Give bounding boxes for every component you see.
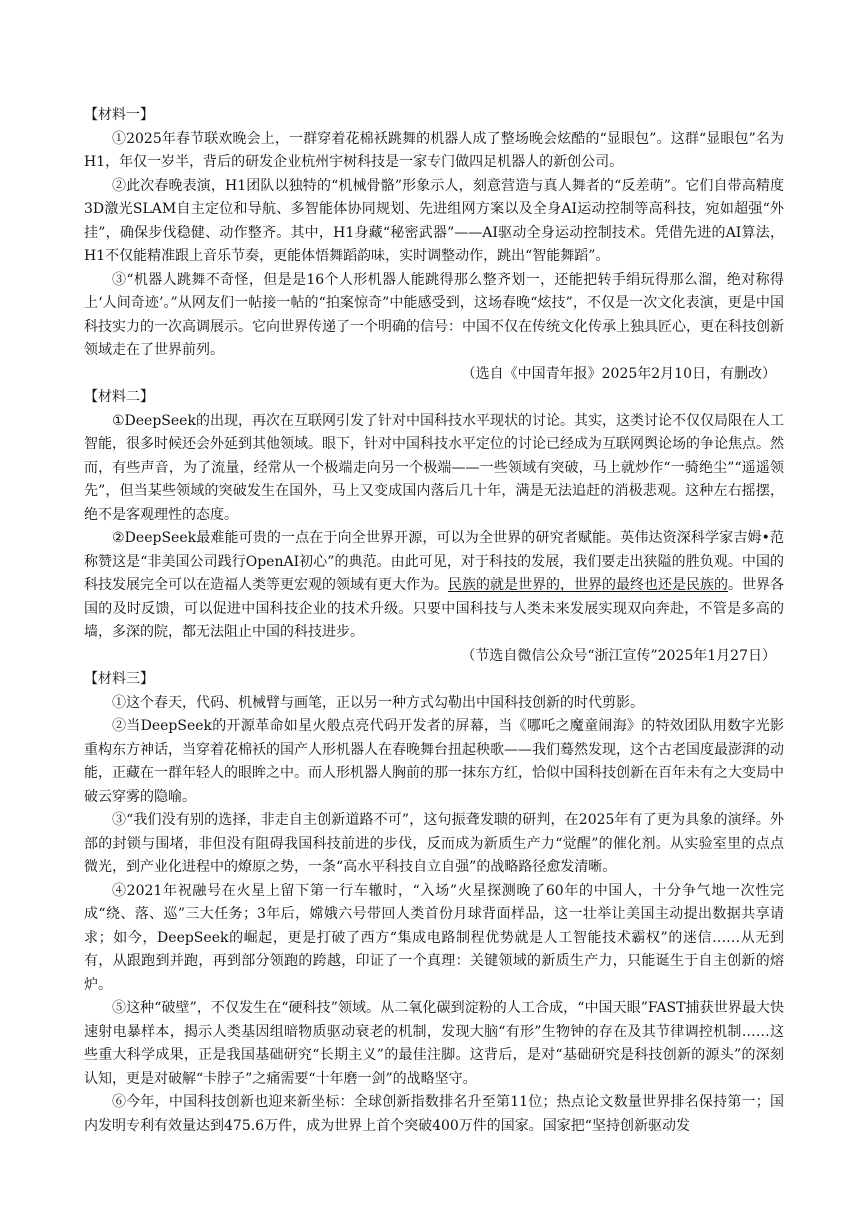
material-2-heading: 【材料二】 <box>84 389 154 405</box>
material-3-paragraph-6: ⑥今年，中国科技创新也迎来新坐标：全球创新指数排名升至第11位；热点论文数量世界排名保持第一；国内发明专利有效量达到475.6万件，成为世界上首个突破400万件的国家。国家把“坚持创新驱动发 <box>84 1094 784 1134</box>
material-3-paragraph-2: ②当DeepSeek的开源革命如星火般点亮代码开发者的屏幕，当《哪吒之魔童闹海》的特效团队用数字光影重构东方神话，当穿着花棉袄的国产人形机器人在春晚舞台扭起秧歌——我们蓦然发现，这个古老国度最澎湃的动能，正藏在一群年轻人的眼眸之中。而人形机器人胸前的那一抹东方红，恰似中国科技创新在百年未有之大变局中破云穿雾的隐喻。 <box>84 718 784 805</box>
material-2-source: （节选自微信公众号“浙江宣传”2025年1月27日） <box>461 647 776 664</box>
material-2-paragraph-2-text: ②DeepSeek最难能可贵的一点在于向全世界开源，可以为全世界的研究者赋能。英伟达资深科学家吉姆•范称赞这是“非美国公司践行OpenAI初心”的典范。由此可见，对于科技的发展，我们要走出狭隘的胜负观。中国的科技发展完全可以在造福人类等更宏观的领域有更大作为。 <box>84 530 784 593</box>
material-1-heading: 【材料一】 <box>84 107 154 123</box>
material-1-source: （选自《中国青年报》2025年2月10日，有删改） <box>461 365 776 382</box>
material-3-paragraph-3: ③“我们没有别的选择，非走自主创新道路不可”，这句振聋发聩的研判，在2025年有了更为具象的演绎。外部的封锁与围堵，非但没有阻碍我国科技前进的步伐，反而成为新质生产力“觉醒”的催化剂。从实验室里的点点微光，到产业化进程中的燎原之势，一条“高水平科技自立自强”的战略路径愈发清晰。 <box>84 812 784 875</box>
material-2-paragraph-2 <box>84 527 784 645</box>
material-1-paragraph-2: ②此次春晚表演，H1团队以独特的“机械骨骼”形象示人，刻意营造与真人舞者的“反差萌”。它们自带高精度3D激光SLAM自主定位和导航、多智能体协同规划、先进组网方案以及全身AI运动控制等高科技，宛如超强“外挂”，确保步伐稳健、动作整齐。其中，H1身藏“秘密武器”——AI驱动全身运动控制技术。凭借先进的AI算法，H1不仅能精准跟上音乐节奏，更能体悟舞蹈韵味，实时调整动作，跳出“智能舞蹈”。 <box>84 177 784 264</box>
underlined-sentence: 民族的就是世界的，世界的最终也还是民族的 <box>448 577 728 593</box>
material-3-heading: 【材料三】 <box>84 671 154 687</box>
material-1-paragraph-3: ③“机器人跳舞不奇怪，但是是16个人形机器人能跳得那么整齐划一，还能把转手绢玩得那么溜，绝对称得上‘人间奇迹’。”从网友们一帖接一帖的“拍案惊奇”中能感受到，这场春晚“炫技”，不仅是一次文化表演，更是中国科技实力的一次高调展示。它向世界传递了一个明确的信号：中国不仅在传统文化传承上独具匠心，更在科技创新领域走在了世界前列。 <box>84 271 784 358</box>
material-2-paragraph-2-rest: 。世界各国的及时反馈，可以促进中国科技企业的技术升级。只要中国科技与人类未来发展实现双向奔赴，不管是多高的墙，多深的院，都无法阻止中国的科技进步。 <box>84 577 784 640</box>
material-3-paragraph-1: ①这个春天，代码、机械臂与画笔，正以另一种方式勾勒出中国科技创新的时代剪影。 <box>112 694 644 711</box>
material-3-paragraph-4: ④2021年祝融号在火星上留下第一行车辙时，“入场”火星探测晚了60年的中国人，十分争气地一次性完成“绕、落、巡”三大任务；3年后，嫦娥六号带回人类首份月球背面样品，这一壮举让美国主动提出数据共享请求；如今，DeepSeek的崛起，更是打破了西方“集成电路制程优势就是人工智能技术霸权”的迷信……从无到有，从跟跑到并跑，再到部分领跑的跨越，印证了一个真理：关键领域的新质生产力，只能诞生于自主创新的熔炉。 <box>84 882 784 993</box>
material-2-paragraph-1: ①DeepSeek的出现，再次在互联网引发了针对中国科技水平现状的讨论。其实，这类讨论不仅仅局限在人工智能，很多时候还会外延到其他领域。眼下，针对中国科技水平定位的讨论已经成为互联网舆论场的争论焦点。然而，有些声音，为了流量，经常从一个极端走向另一个极端——一些领域有突破，马上就炒作“一骑绝尘”“遥遥领先”，但当某些领域的突破发生在国外，马上又变成国内落后几十年，满是无法追赶的消极悲观。这种左右摇摆，绝不是客观理性的态度。 <box>84 412 784 523</box>
material-1-paragraph-1: ①2025年春节联欢晚会上，一群穿着花棉袄跳舞的机器人成了整场晚会炫酷的“显眼包”。这群“显眼包”名为H1，年仅一岁半，背后的研发企业杭州宇树科技是一家专门做四足机器人的新创公司。 <box>84 130 784 170</box>
document-body <box>84 104 784 1138</box>
material-3-paragraph-5: ⑤这种“破壁”，不仅发生在“硬科技”领域。从二氧化碳到淀粉的人工合成，“中国天眼”FAST捕获世界最大快速射电暴样本，揭示人类基因组暗物质驱动衰老的机制，发现大脑“有形”生物钟的存在及其节律调控机制……这些重大科学成果，正是我国基础研究“长期主义”的最佳注脚。这背后，是对“基础研究是科技创新的源头”的深刻认知，更是对破解“卡脖子”之痛需要“十年磨一剑”的战略坚守。 <box>84 1000 784 1087</box>
